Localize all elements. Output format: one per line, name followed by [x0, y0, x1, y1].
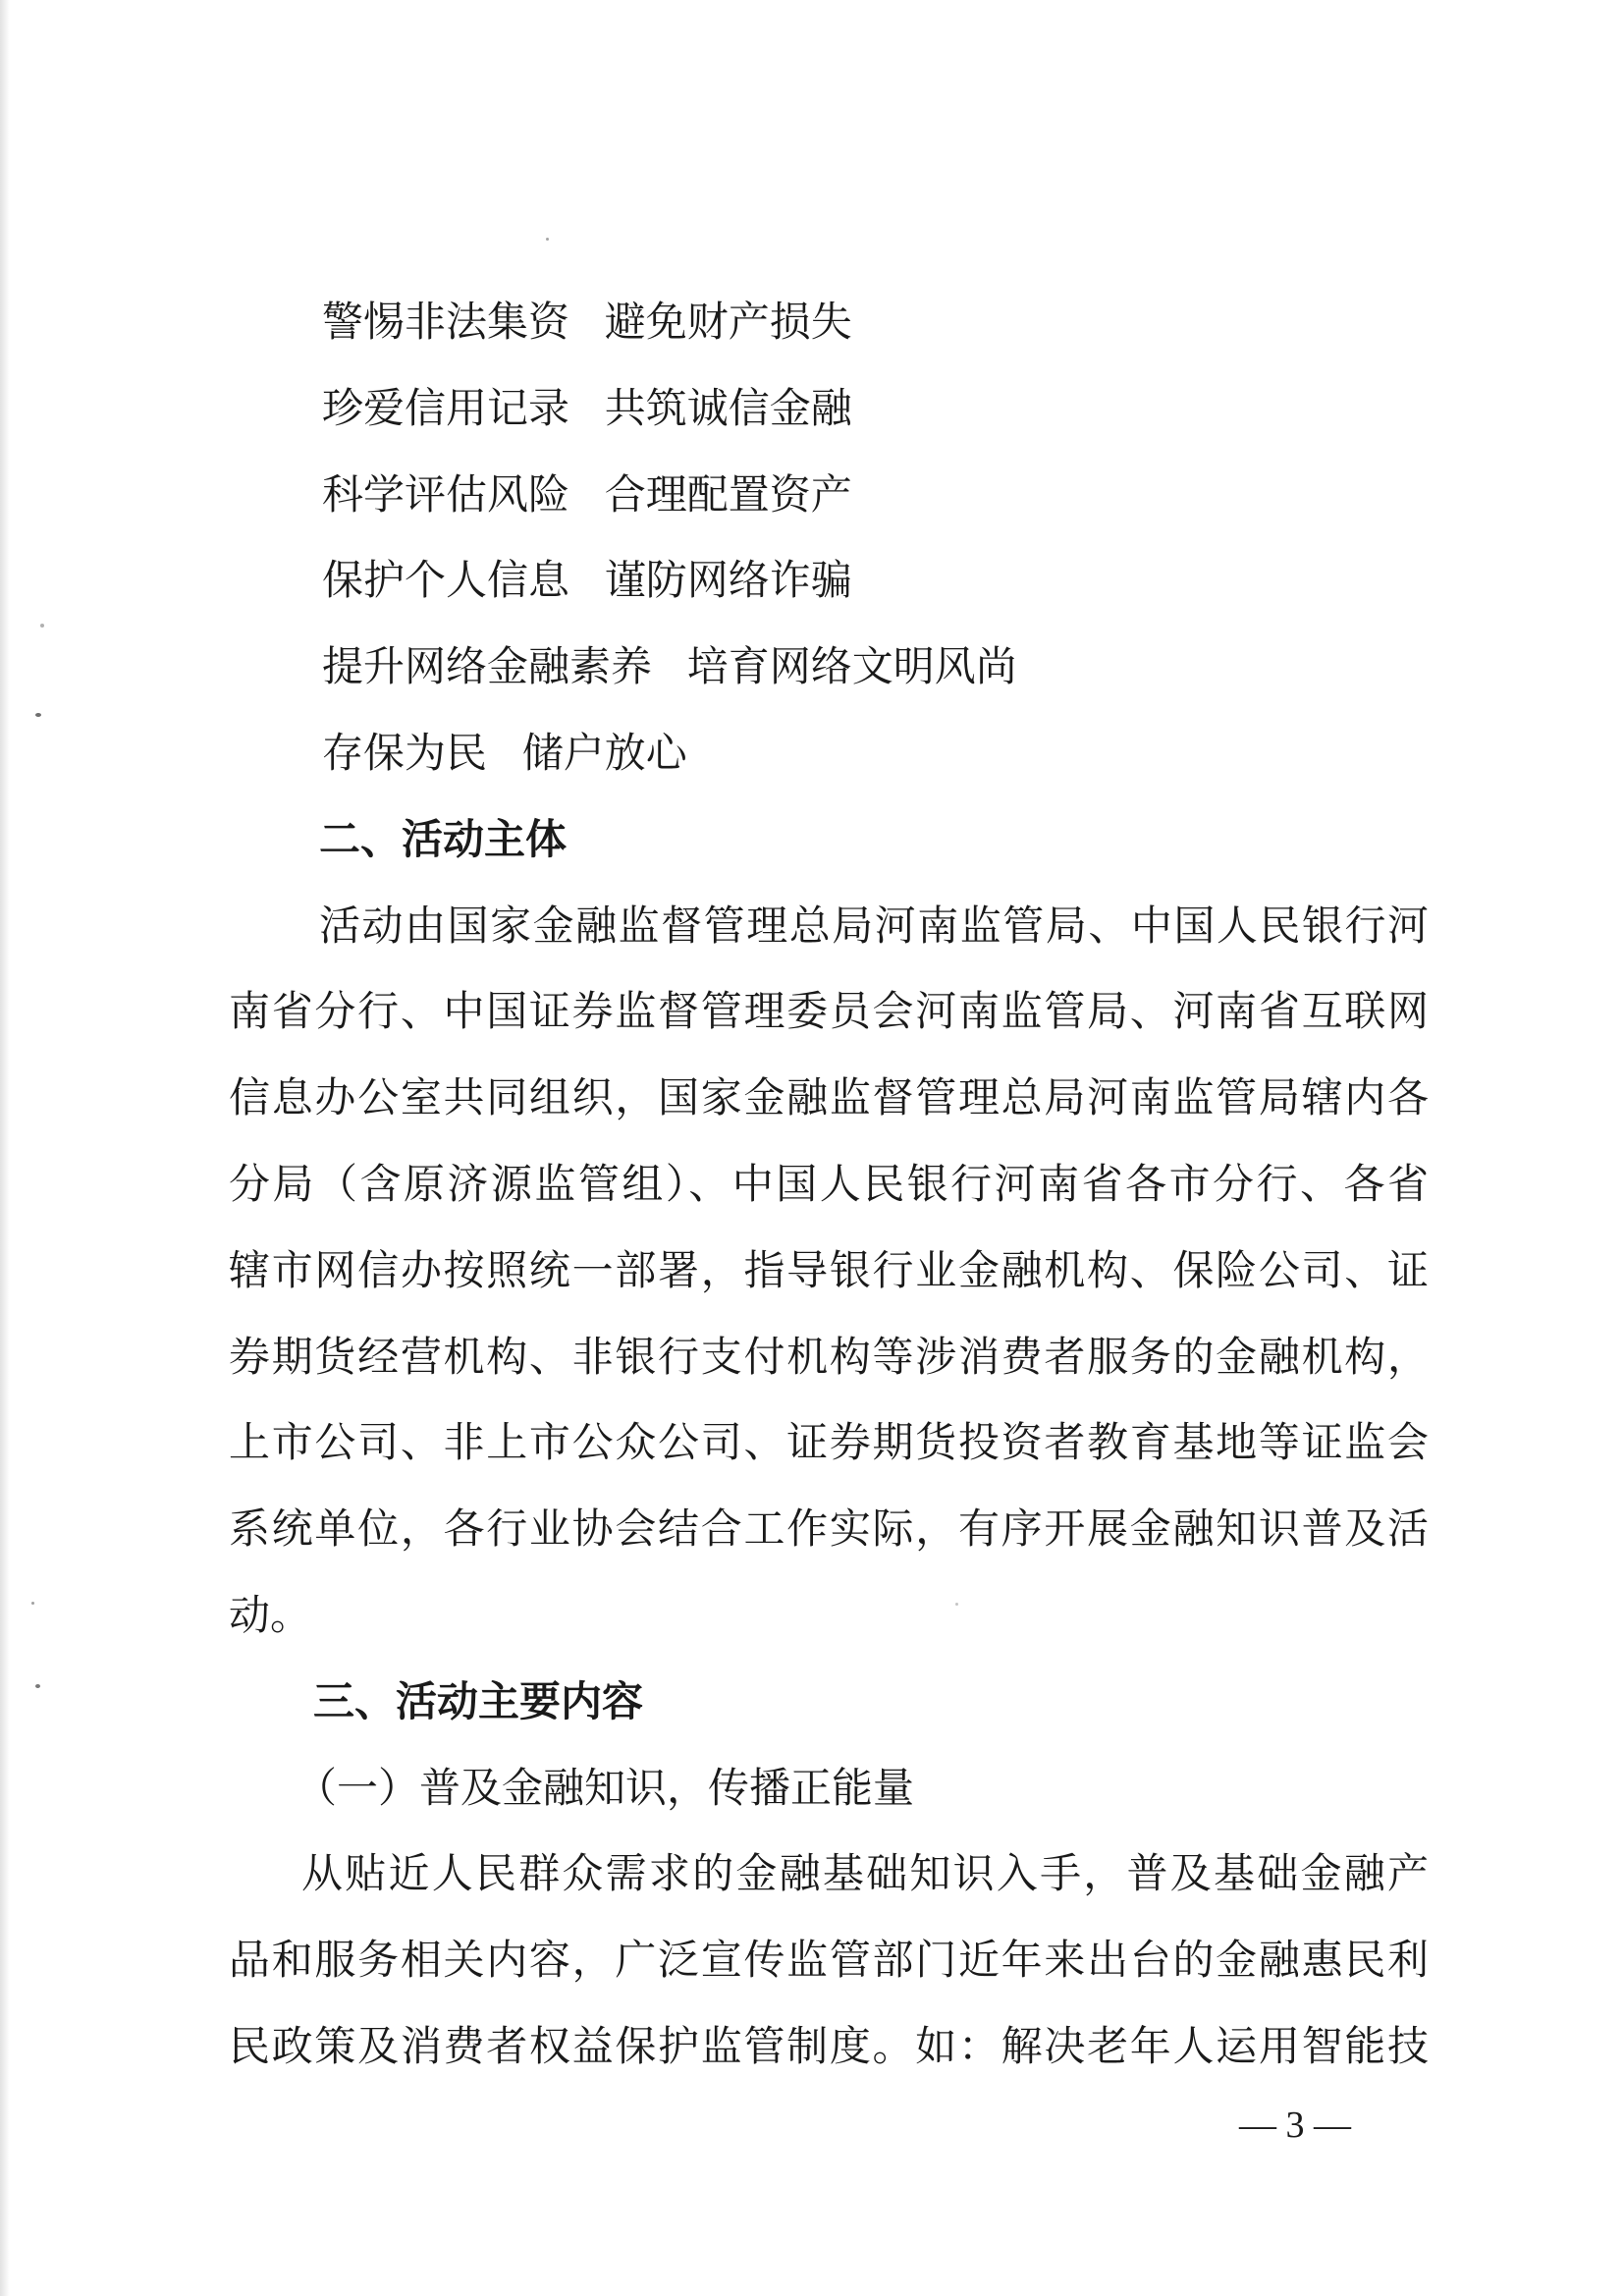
- slogan-phrase: 避免财产损失: [604, 298, 852, 346]
- scan-speck: [35, 1684, 40, 1688]
- paragraph-line: 系统单位，各行业协会结合工作实际，有序开展金融知识普及活: [229, 1504, 1429, 1554]
- paragraph-line: 分局（含原济源监管组）、中国人民银行河南省各市分行、各省: [229, 1159, 1429, 1208]
- slogan-phrase: 保护个人信息: [322, 556, 570, 605]
- slogan-line: [229, 710, 1429, 796]
- slogan-phrase: 谨防网络诈骗: [604, 556, 852, 605]
- paragraph-line: 信息办公室共同组织，国家金融监督管理总局河南监管局辖内各: [229, 1073, 1429, 1122]
- page-number: — 3 —: [1239, 2105, 1351, 2146]
- slogan-phrase: 合理配置资产: [604, 469, 852, 519]
- paragraph-line: 动。: [229, 1590, 312, 1639]
- paragraph-line: 辖市网信办按照统一部署，指导银行业金融机构、保险公司、证: [229, 1245, 1429, 1294]
- slogan-phrase: 科学评估风险: [322, 469, 570, 519]
- scan-speck: [546, 238, 549, 241]
- slogan-phrase: 培育网络文明风尚: [686, 642, 1017, 691]
- section-main-activities: [229, 1659, 1429, 2090]
- paragraph-line: 南省分行、中国证券监督管理委员会河南监管局、河南省互联网: [229, 987, 1429, 1036]
- paragraph-line: 券期货经营机构、非银行支付机构等涉消费者服务的金融机构，: [229, 1332, 1429, 1381]
- subsection-heading: （一）普及金融知识，传播正能量: [296, 1763, 915, 1812]
- slogan-line: [229, 452, 1429, 538]
- scan-speck: [40, 624, 44, 628]
- paragraph-line: 从贴近人民群众需求的金融基础知识入手，普及基础金融产: [301, 1849, 1429, 1898]
- slogan-phrase: 储户放心: [521, 728, 687, 777]
- paragraph-line: 民政策及消费者权益保护监管制度。如：解决老年人运用智能技: [229, 2021, 1429, 2070]
- slogan-phrase: 存保为民: [322, 728, 488, 777]
- slogan-phrase: 珍爱信用记录: [322, 383, 570, 432]
- slogan-phrase: 共筑诚信金融: [604, 383, 852, 432]
- slogan-phrase: 警惕非法集资: [322, 298, 570, 346]
- paragraph-line: 上市公司、非上市公众公司、证券期货投资者教育基地等证监会: [229, 1418, 1429, 1467]
- page-content: [229, 279, 1429, 2090]
- slogan-line: [229, 365, 1429, 452]
- scan-edge-shadow: [0, 0, 10, 2296]
- paragraph-line: 品和服务相关内容，广泛宣传监管部门近年来出台的金融惠民利: [229, 1936, 1429, 1985]
- section-heading: 二、活动主体: [319, 814, 568, 863]
- slogan-line: [229, 279, 1429, 365]
- slogan-list: [229, 279, 1429, 796]
- paragraph-line: 活动由国家金融监督管理总局河南监管局、中国人民银行河: [319, 901, 1429, 950]
- section-activity-organizers: [229, 796, 1429, 1659]
- section-heading: 三、活动主要内容: [313, 1676, 644, 1725]
- scan-speck: [35, 713, 41, 717]
- slogan-line: [229, 624, 1429, 710]
- slogan-phrase: 提升网络金融素养: [322, 642, 653, 691]
- slogan-line: [229, 537, 1429, 624]
- scan-speck: [31, 1602, 34, 1605]
